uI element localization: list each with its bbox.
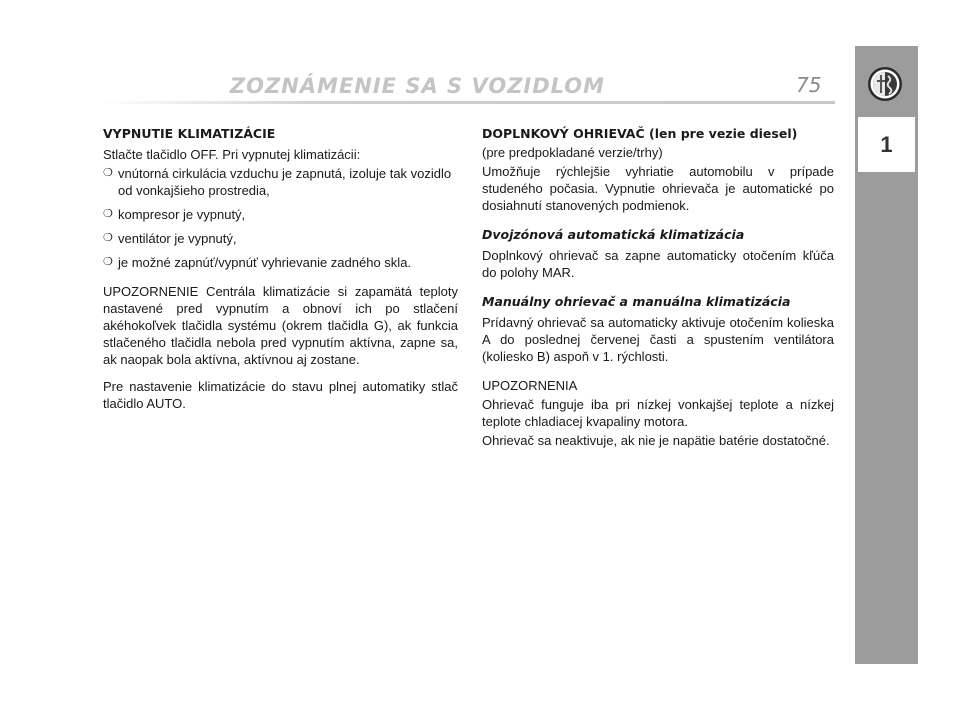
dual-zone-text: Doplnkový ohrievač sa zapne automaticky otočením kľúča do polohy MAR. (482, 248, 834, 280)
ac-memory-note: UPOZORNENIE Centrála klimatizácie si zapamätá teploty nastavené pred vypnutím a obnoví ich po stlačení akéhokoľvek tlačidla systému (okrem tlačidla G), ak funkcia stlačeného tlačidla nebola pred vypnutím aktívna, zapne sa, ak naopak bola aktívna, aktívnou aj zostane. (103, 284, 458, 367)
manual-heater-text: Prídavný ohrievač sa automaticky aktivuje otočením kolieska A do poslednej červenej časti a spustením ventilátora (koliesko B) aspoň v 1. rýchlosti. (482, 315, 834, 364)
aux-heater-intro: Umožňuje rýchlejšie vyhriatie automobilu v prípade studeného počasia. Vypnutie ohrievača je automatické po dosiahnutí stanovených podmienok. (482, 164, 834, 213)
header-rule (100, 101, 835, 104)
aux-heater-subheading: (pre predpokladané verzie/trhy) (482, 145, 663, 160)
bullet-circle-icon: ❍ (103, 232, 113, 244)
bullet-circle-icon: ❍ (103, 167, 113, 179)
warning-label: UPOZORNENIA (482, 378, 578, 393)
ac-off-bullet-list (103, 165, 458, 271)
chapter-number-box: 1 (858, 117, 915, 172)
bullet-circle-icon: ❍ (103, 256, 113, 268)
section-heading-aux-heater: DOPLNKOVÝ OHRIEVAČ (len pre vezie diesel) (482, 126, 798, 141)
warning-text-battery: Ohrievač sa neaktivuje, ak nie je napätie batérie dostatočné. (482, 433, 830, 448)
list-item: ❍ kompresor je vypnutý, (103, 207, 246, 222)
list-item: ❍ ventilátor je vypnutý, (103, 231, 237, 246)
left-column (103, 125, 458, 422)
section-heading-ac-off: VYPNUTIE KLIMATIZÁCIE (103, 126, 276, 141)
section-heading-dual-zone: Dvojzónová automatická klimatizácia (482, 227, 745, 242)
list-item: ❍ vnútorná cirkulácia vzduchu je zapnutá, izoluje tak vozidlo od vonkajšieho prostredia, (103, 166, 452, 198)
section-heading-manual: Manuálny ohrievač a manuálna klimatizácia (482, 294, 791, 309)
alfa-romeo-logo-icon (867, 66, 903, 102)
list-item: ❍ je možné zapnúť/vypnúť vyhrievanie zadného skla. (103, 255, 412, 270)
page-header-title: ZOZNÁMENIE SA S VOZIDLOM (229, 74, 606, 98)
right-column (482, 125, 834, 459)
warning-text-temperature: Ohrievač funguje iba pri nízkej vonkajšej teplote a nízkej teplote chladiacej kvapaliny motora. (482, 397, 834, 429)
ac-auto-instruction: Pre nastavenie klimatizácie do stavu plnej automatiky stlač tlačidlo AUTO. (103, 379, 458, 411)
ac-off-intro: Stlačte tlačidlo OFF. Pri vypnutej klimatizácii: (103, 147, 361, 162)
page-number: 75 (796, 73, 822, 97)
bullet-circle-icon: ❍ (103, 208, 113, 220)
